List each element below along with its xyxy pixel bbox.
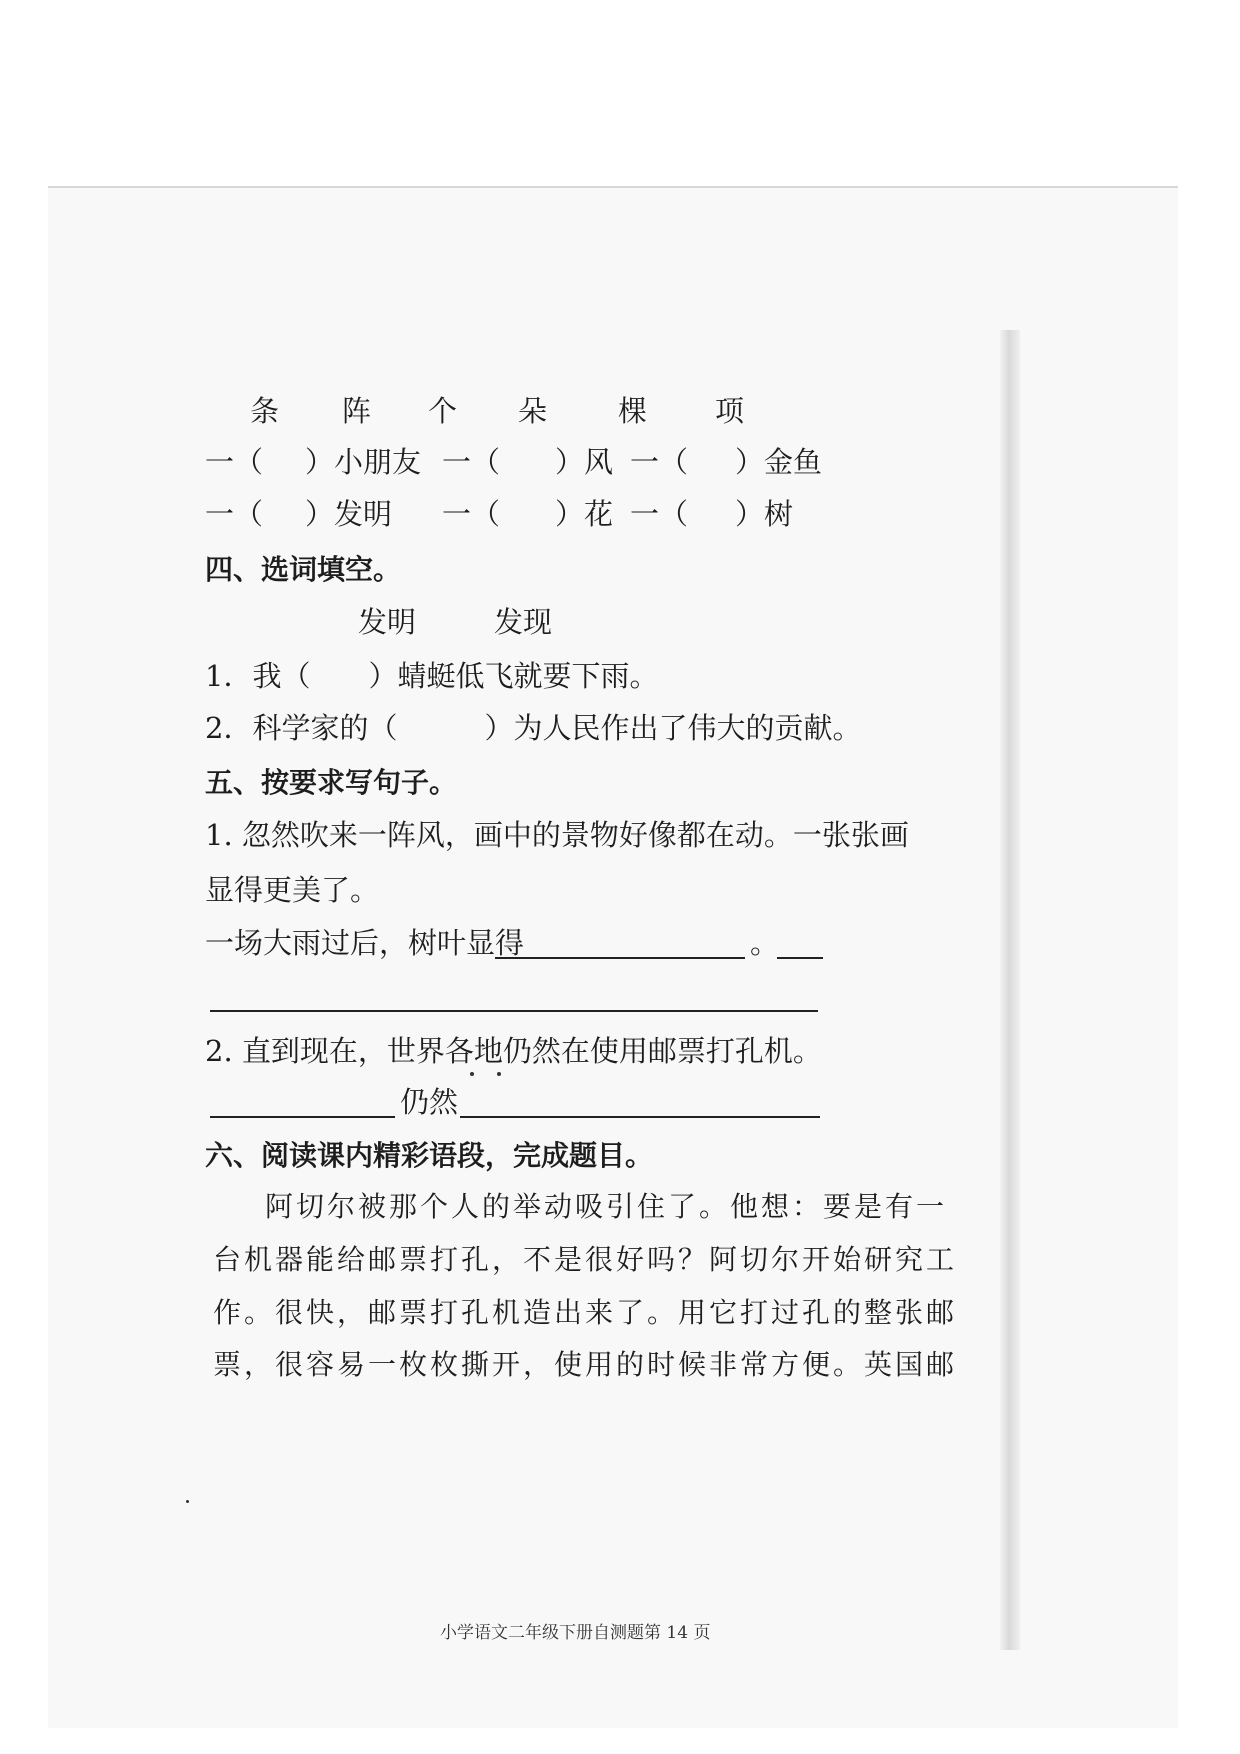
word-option: 朵	[518, 394, 548, 428]
question-5-1-line-1: 1. 忽然吹来一阵风，画中的景物好像都在动。一张张画	[205, 818, 909, 852]
answer-line	[210, 980, 820, 1010]
keyword-rengran: 仍然	[400, 1085, 459, 1119]
emphasis-dot	[497, 1072, 501, 1076]
passage-line: 作。很快，邮票打孔机造出来了。用它打过孔的整张邮	[213, 1296, 958, 1329]
question-4-2: 2．科学家的（ ）为人民作出了伟大的贡献。	[205, 711, 862, 745]
fill-blank-item: ）风	[555, 445, 614, 479]
fill-blank-item: ）花	[555, 497, 614, 531]
word-option: 阵	[342, 394, 372, 428]
section-6-heading: 六、阅读课内精彩语段，完成题目。	[205, 1139, 654, 1172]
period-mark: 。	[750, 926, 780, 960]
prompt-text: 一场大雨过后，树叶显得	[205, 926, 525, 960]
fill-blank-item: ）树	[735, 497, 794, 531]
passage-line: 台机器能给邮票打孔，不是很好吗？阿切尔开始研究工	[213, 1243, 958, 1276]
word-option: 项	[715, 394, 745, 428]
stray-dot	[186, 1500, 189, 1503]
answer-blank-full[interactable]	[210, 980, 818, 1012]
emphasis-dot	[470, 1072, 474, 1076]
passage-line: 票，很容易一枚枚撕开，使用的时候非常方便。英国邮	[213, 1348, 958, 1381]
fill-blank-open: 一（	[205, 445, 264, 479]
fill-blank-item: ）小朋友	[305, 445, 422, 479]
fill-blank-open: 一（	[630, 445, 689, 479]
question-5-2: 2. 直到现在，世界各地仍然在使用邮票打孔机。	[205, 1034, 822, 1068]
answer-blank-right[interactable]	[460, 1086, 820, 1118]
question-4-1: 1．我（ ）蜻蜓低飞就要下雨。	[205, 659, 659, 693]
choice-faxian: 发现	[494, 605, 553, 639]
page-footer: 小学语文二年级下册自测题第 14 页	[440, 1623, 711, 1643]
answer-blank[interactable]	[495, 927, 745, 959]
section-4-heading: 四、选词填空。	[205, 553, 402, 586]
answer-blank-left[interactable]	[210, 1086, 395, 1118]
choice-faming: 发明	[358, 605, 417, 639]
passage-line: 阿切尔被那个人的举动吸引住了。他想：要是有一	[265, 1190, 948, 1223]
fill-blank-open: 一（	[630, 497, 689, 531]
fill-blank-item: ）发明	[305, 497, 393, 531]
question-5-1-line-2: 显得更美了。	[205, 873, 380, 907]
word-option: 条	[250, 394, 280, 428]
word-option: 棵	[618, 394, 648, 428]
section-5-heading: 五、按要求写句子。	[205, 766, 458, 799]
word-option: 个	[428, 394, 458, 428]
answer-blank-tail[interactable]	[777, 927, 823, 959]
fill-blank-open: 一（	[442, 445, 501, 479]
page-edge-shadow	[1000, 330, 1020, 1650]
fill-blank-open: 一（	[442, 497, 501, 531]
fill-blank-item: ）金鱼	[735, 445, 823, 479]
fill-blank-open: 一（	[205, 497, 264, 531]
